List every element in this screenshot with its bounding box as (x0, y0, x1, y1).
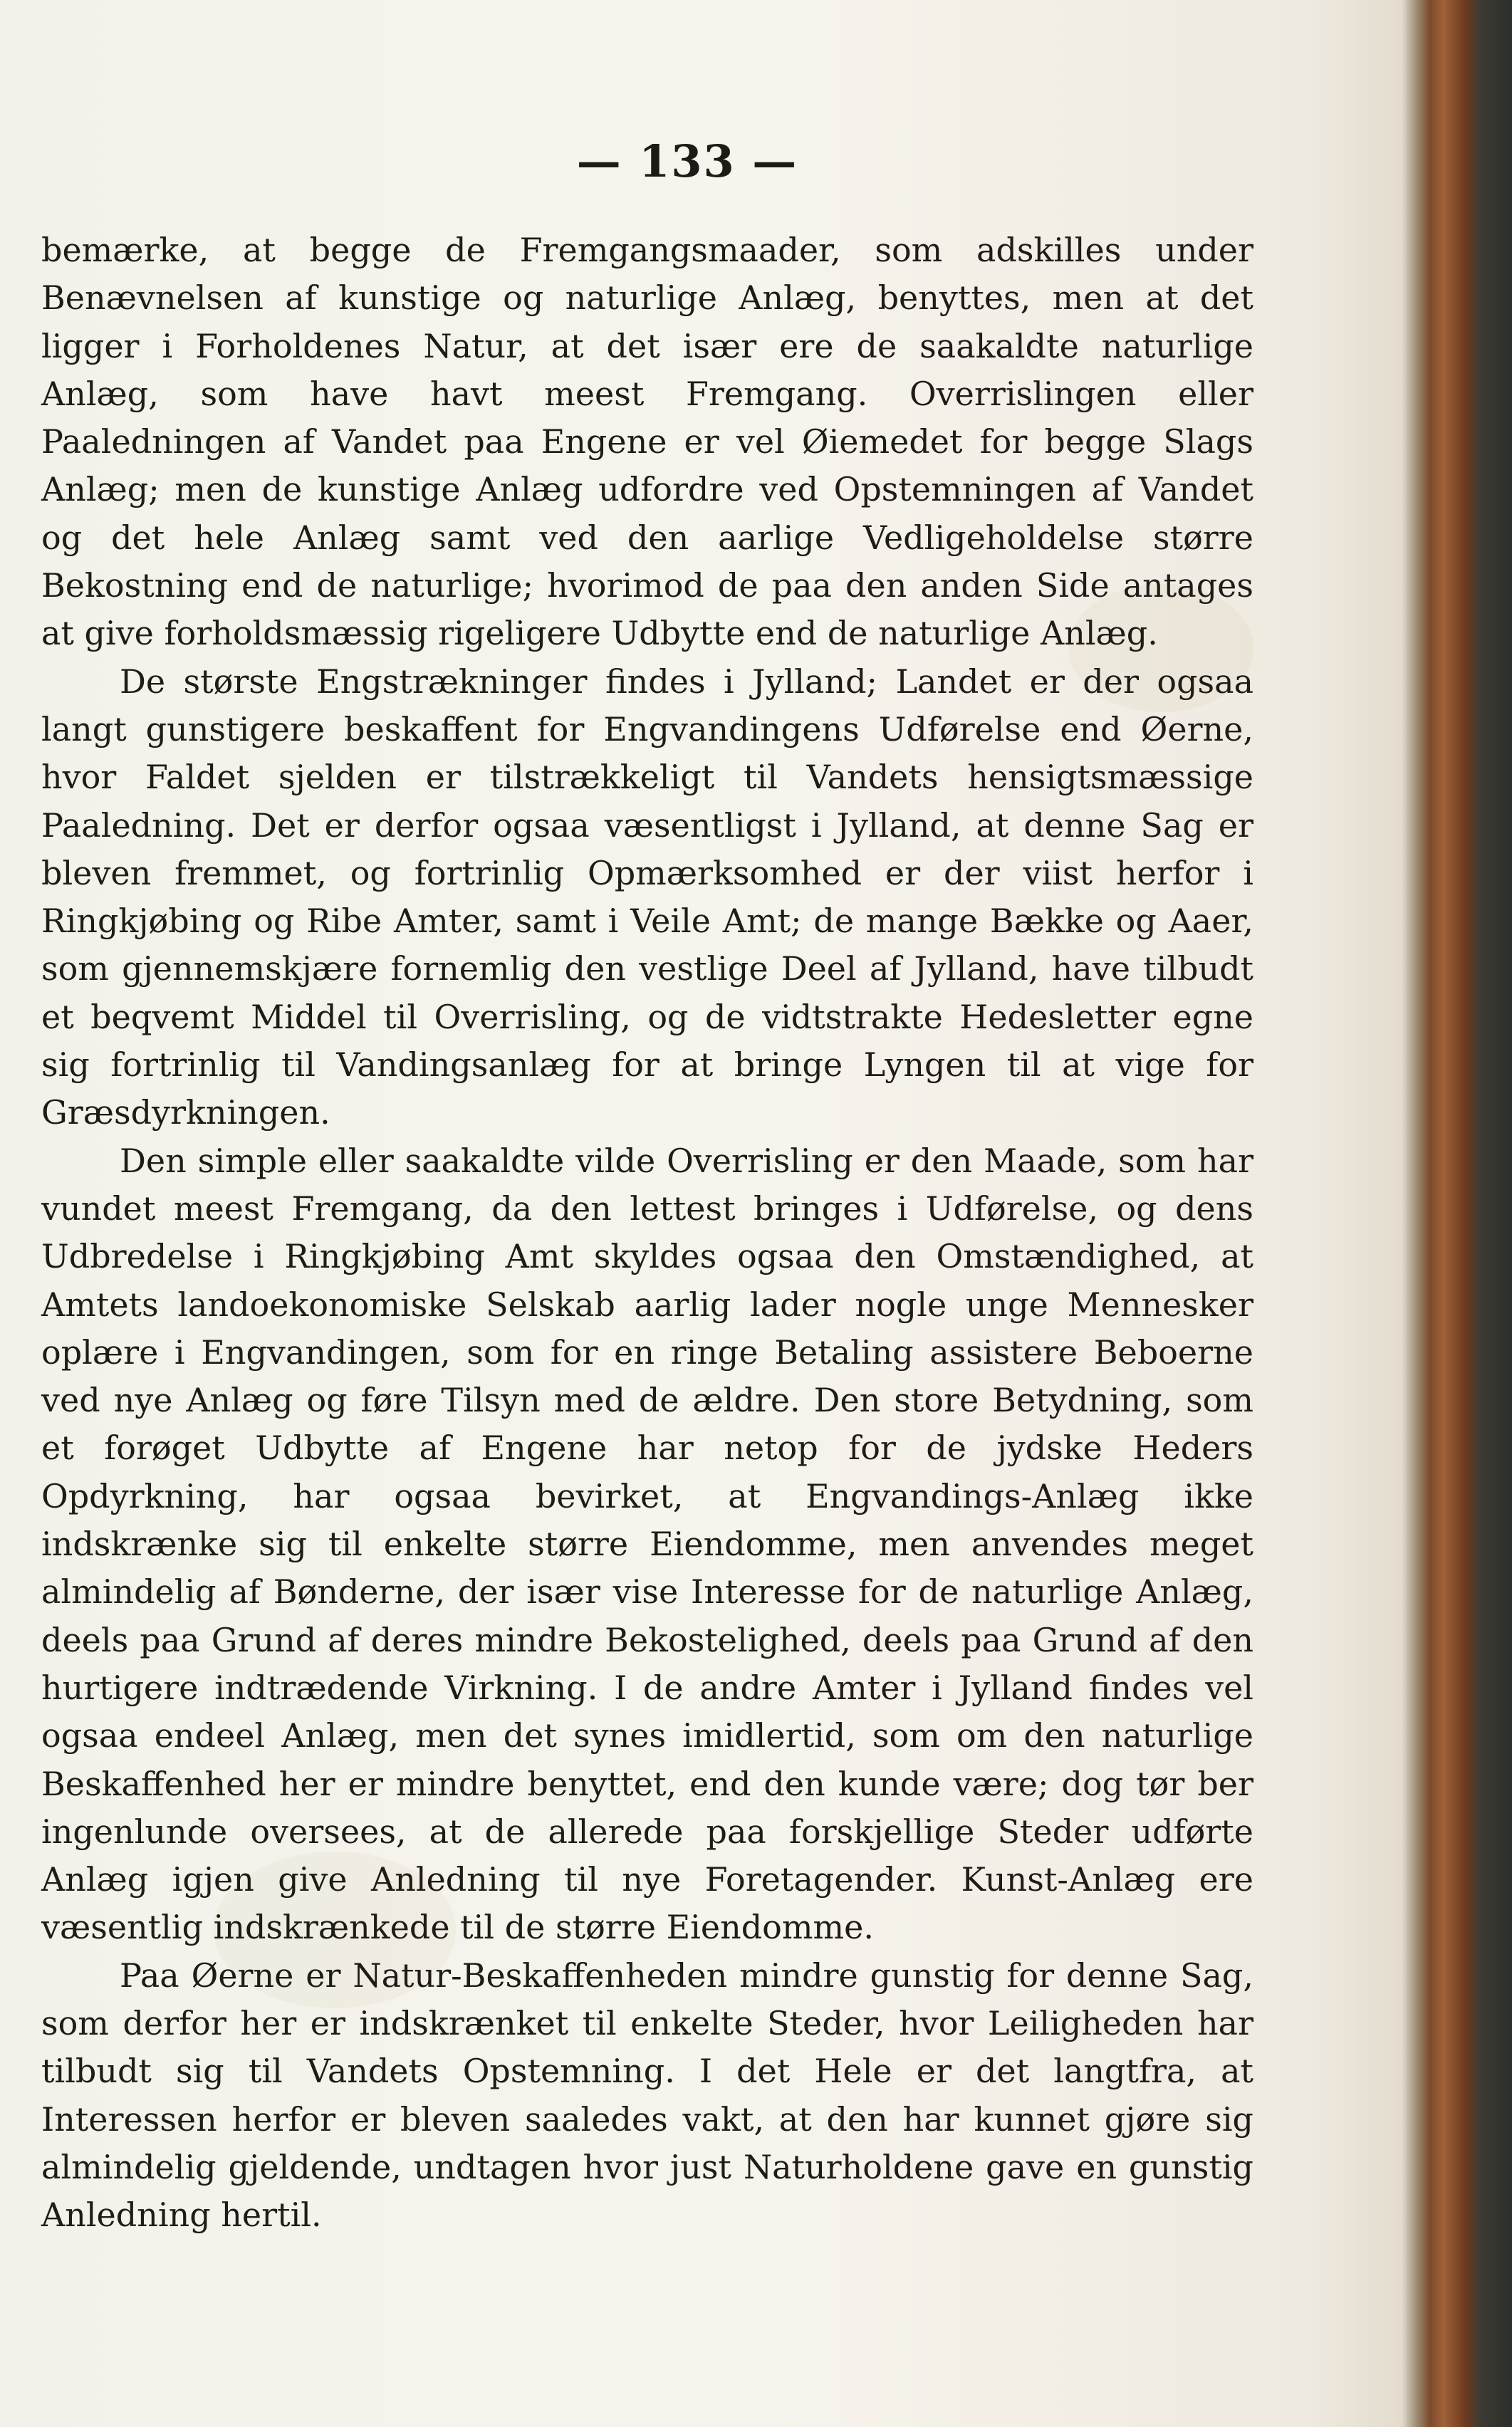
paragraph: Den simple eller saakaldte vilde Overrisling er den Maade, som har vundet meest Fremgang, da den lettest bringes i Udførelse, og dens Udbredelse i Ringkjøbing Amt skyldes ogsaa den Omstændighed, at Amtets landoekonomiske Selskab aarlig lader nogle unge Mennesker oplære i Engvandingen, som for en ringe Betaling assistere Beboerne ved nye Anlæg og føre Tilsyn med de ældre. Den store Betydning, som et forøget Udbytte af Engene har netop for de jydske Heders Opdyrkning, har ogsaa bevirket, at Engvandings-Anlæg ikke indskrænke sig til enkelte større Eiendomme, men anvendes meget almindelig af Bønderne, der især vise Interesse for de naturlige Anlæg, deels paa Grund af deres mindre Bekostelighed, deels paa Grund af den hurtigere indtrædende Virkning. I de andre Amter i Jylland findes vel ogsaa endeel Anlæg, men det synes imidlertid, som om den naturlige Beskaffenhed her er mindre benyttet, end den kunde være; dog tør ber ingenlunde oversees, at de allerede paa forskjellige Steder udførte Anlæg igjen give Anledning til nye Foretagender. Kunst-Anlæg ere væsentlig indskrænkede til de større Eiendomme. (41, 1141, 1253, 1947)
paragraph: Paa Øerne er Natur-Beskaffenheden mindre gunstig for denne Sag, som derfor her er indskrænket til enkelte Steder, hvor Leiligheden har tilbudt sig til Vandets Opstemning. I det Hele er det langtfra, at Interessen herfor er bleven saaledes vakt, at den har kunnet gjøre sig almindelig gjeldende, undtagen hvor just Naturholdene gave en gunstig Anledning hertil. (41, 1956, 1253, 2235)
page-number: — 133 — (576, 135, 798, 187)
body-text (41, 226, 1253, 2239)
paragraph: De største Engstrækninger findes i Jylland; Landet er der ogsaa langt gunstigere beskaffent for Engvandingens Udførelse end Øerne, hvor Faldet sjelden er tilstrækkeligt til Vandets hensigtsmæssige Paaledning. Det er derfor ogsaa væsentligst i Jylland, at denne Sag er bleven fremmet, og fortrinlig Opmærksomhed er der viist herfor i Ringkjøbing og Ribe Amter, samt i Veile Amt; de mange Bække og Aaer, som gjennemskjære fornemlig den vestlige Deel af Jylland, have tilbudt et beqvemt Middel til Overrisling, og de vidtstrakte Hedesletter egne sig fortrinlig til Vandingsanlæg for at bringe Lyngen til at vige for Græsdyrkningen. (41, 662, 1253, 1132)
book-spine (1407, 0, 1512, 2427)
paragraph: bemærke, at begge de Fremgangsmaader, som adskilles under Benævnelsen af kunstige og naturlige Anlæg, benyttes, men at det ligger i Forholdenes Natur, at det især ere de saakaldte naturlige Anlæg, som have havt meest Fremgang. Overrislingen eller Paaledningen af Vandet paa Engene er vel Øiemedet for begge Slags Anlæg; men de kunstige Anlæg udfordre ved Opstemningen af Vandet og det hele Anlæg samt ved den aarlige Vedligeholdelse større Bekostning end de naturlige; hvorimod de paa den anden Side antages at give forholdsmæssig rigeligere Udbytte end de naturlige Anlæg. (41, 231, 1253, 653)
